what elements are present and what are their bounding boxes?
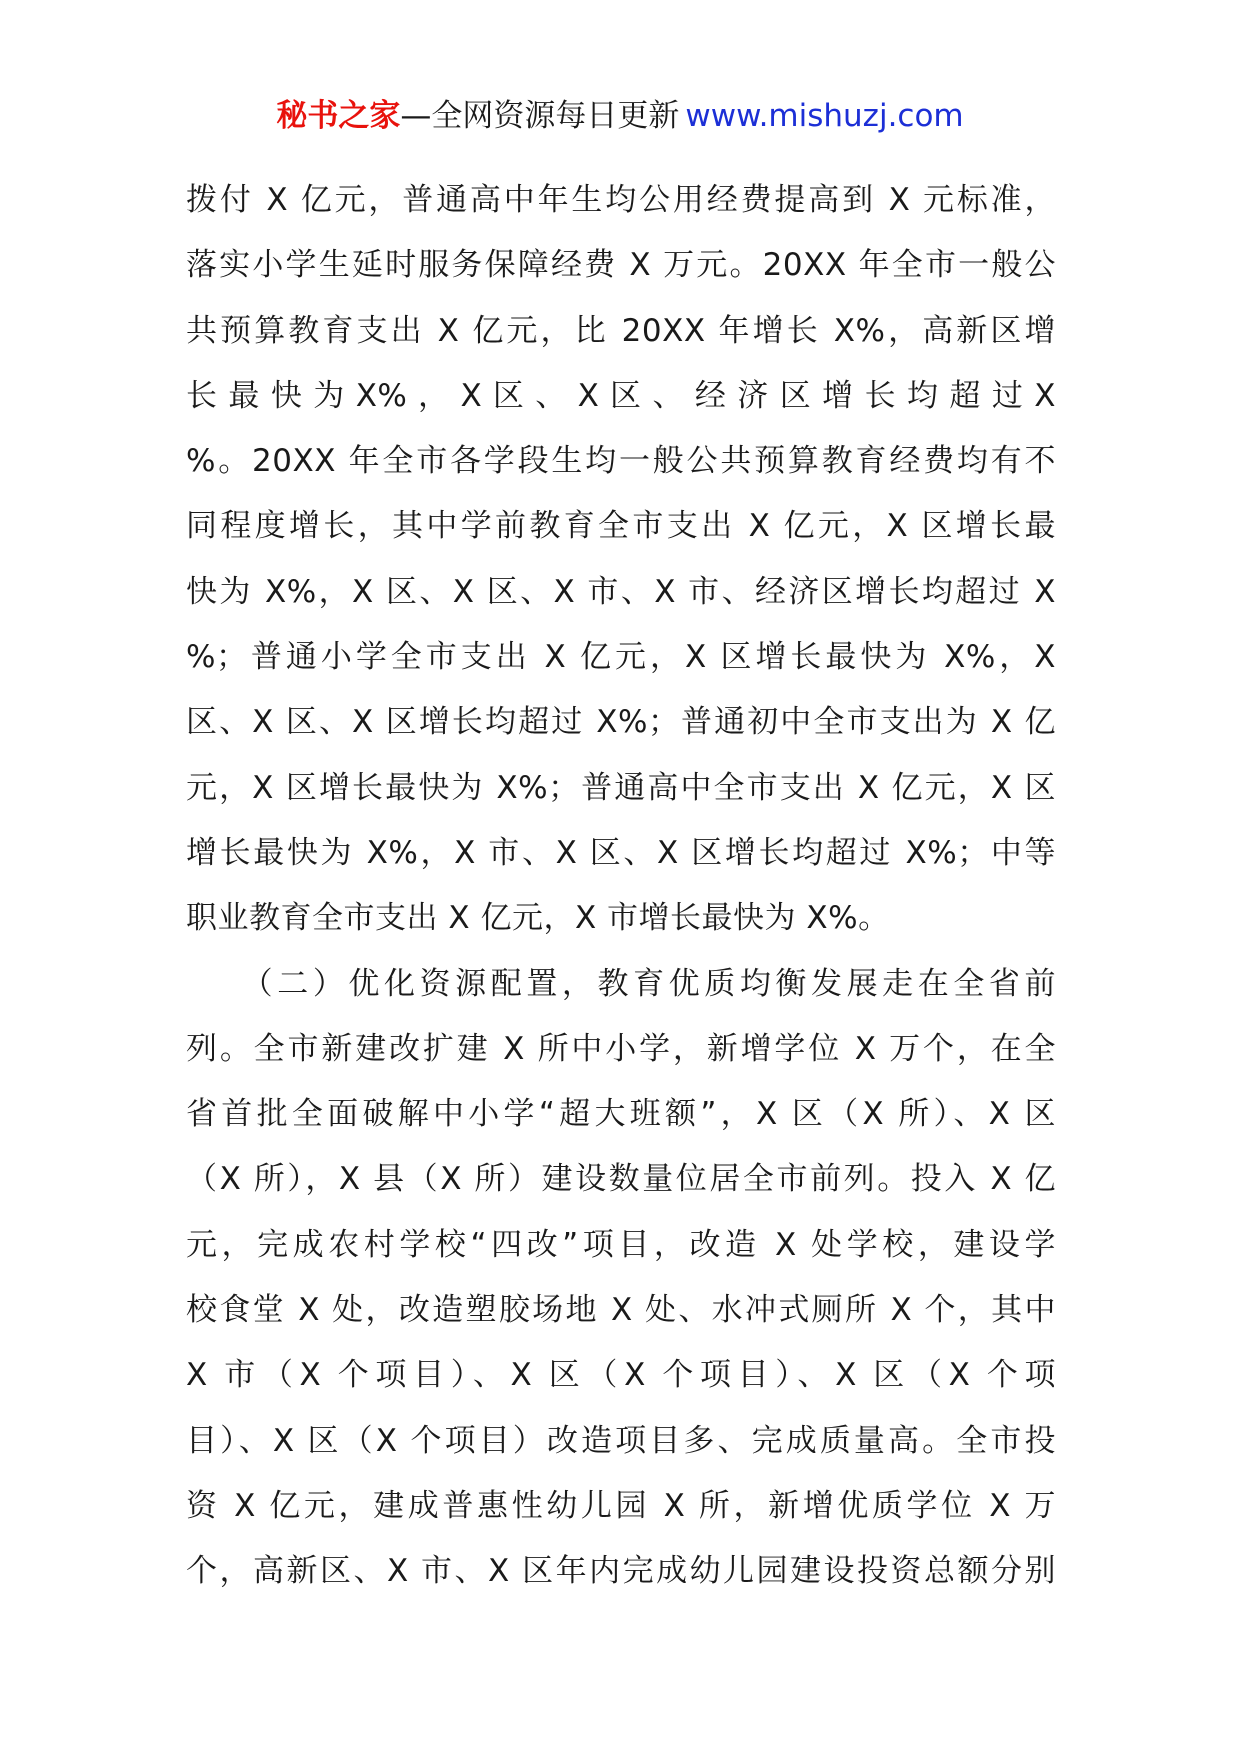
text-line: 列。全市新建改扩建 X 所中小学，新增学位 X 万个，在全 [186,1030,1056,1067]
document-body [186,168,1056,1605]
text-line: 校食堂 X 处，改造塑胶场地 X 处、水冲式厕所 X 个，其中 [186,1292,1056,1329]
text-line: 落实小学生延时服务保障经费 X 万元。20XX 年全市一般公 [186,247,1056,284]
text-line: 拨付 X 亿元，普通高中年生均公用经费提高到 X 元标准， [186,182,1056,218]
site-url-link[interactable]: www.mishuzj.com [685,98,964,134]
text-line: 资 X 亿元，建成普惠性幼儿园 X 所，新增优质学位 X 万 [186,1487,1056,1524]
text-line: 共预算教育支出 X 亿元，比 20XX 年增长 X%，高新区增 [186,312,1056,349]
text-line: 元，完成农村学校“四改”项目，改造 X 处学校，建设学 [186,1226,1056,1263]
text-line: （二）优化资源配置，教育优质均衡发展走在全省前 [186,965,1056,1002]
text-line: 目）、X 区（X 个项目）改造项目多、完成质量高。全市投 [186,1422,1056,1459]
text-line: 区、X 区、X 区增长均超过 X%；普通初中全市支出为 X 亿 [186,704,1056,741]
text-line: %。20XX 年全市各学段生均一般公共预算教育经费均有不 [186,443,1056,480]
site-brand: 秘书之家 [276,98,401,134]
text-line: 长 最 快 为 X% ， X 区 、 X 区 、 经 济 区 增 长 均 超 过 X [186,377,1056,414]
text-line: %；普通小学全市支出 X 亿元，X 区增长最快为 X%，X [186,639,1056,676]
text-line: 同程度增长，其中学前教育全市支出 X 亿元，X 区增长最 [186,508,1056,545]
text-line: 增长最快为 X%，X 市、X 区、X 区增长均超过 X%；中等 [186,834,1056,871]
text-line: （X 所），X 县（X 所）建设数量位居全市前列。投入 X 亿 [186,1161,1056,1198]
text-line: X 市（X 个项目）、X 区（X 个项目）、X 区（X 个项 [186,1357,1056,1394]
text-line: 个，高新区、X 市、X 区年内完成幼儿园建设投资总额分别 [186,1553,1056,1590]
text-line: 元，X 区增长最快为 X%；普通高中全市支出 X 亿元，X 区 [186,769,1056,806]
text-line: 省首批全面破解中小学“超大班额”，X 区（X 所）、X 区 [186,1096,1056,1133]
page-header [0,96,1240,136]
text-line: 快为 X%，X 区、X 区、X 市、X 市、经济区增长均超过 X [186,573,1056,610]
site-tagline: —全网资源每日更新 [400,98,680,134]
text-line: 职业教育全市支出 X 亿元，X 市增长最快为 X%。 [186,900,890,937]
